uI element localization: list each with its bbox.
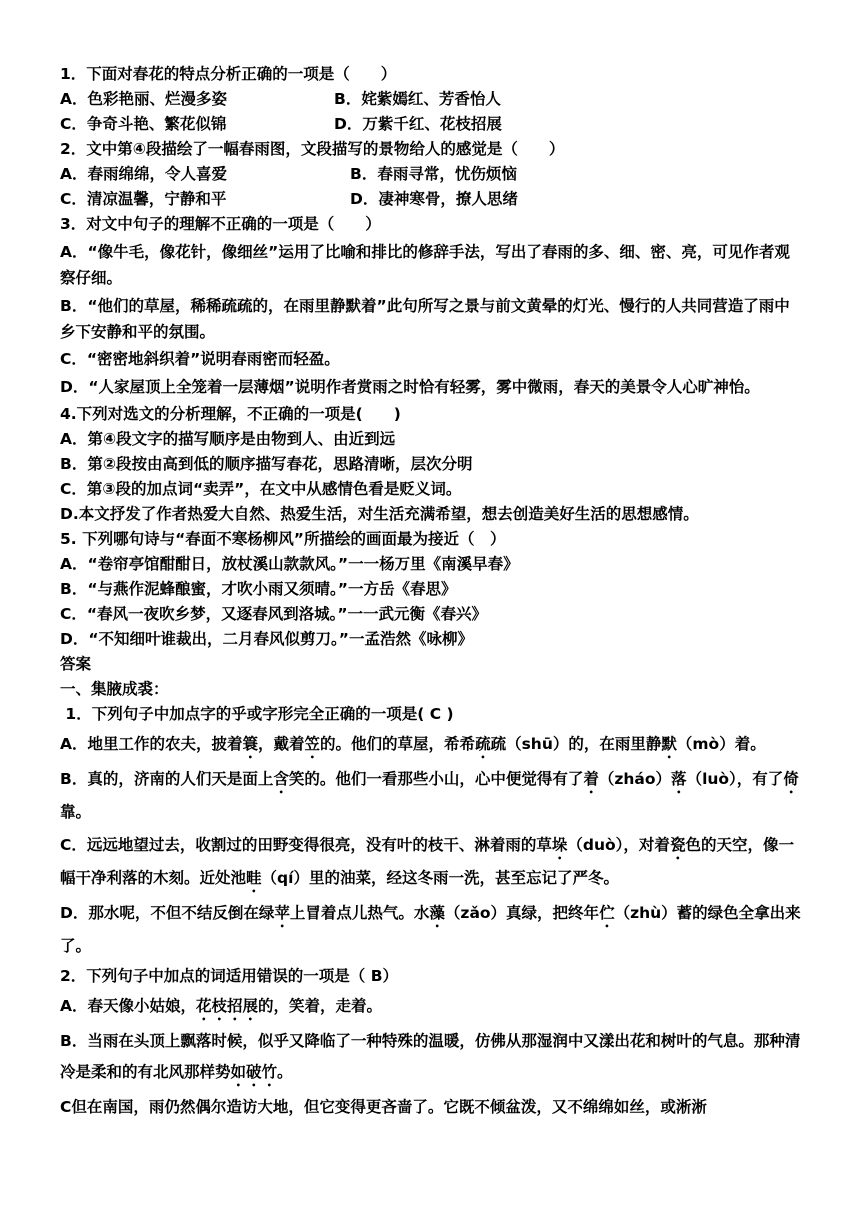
answer-2-option-b: B．当雨在头顶上飘落时候，似乎又降临了一种特殊的温暖，仿佛从那湿润中又漾出花和树叶的气息。那种清冷是柔和的有北风那样势如破竹。 (60, 1032, 801, 1081)
q1-options-row-1 (60, 87, 802, 112)
dotted-word: 如破竹 (230, 1063, 278, 1081)
q3-option-d: D．“人家屋顶上全笼着一层薄烟”说明作者赏雨之时恰有轻雾，雾中微雨，春天的美景令人心旷神怡。 (60, 378, 760, 396)
q1-option-c: C．争奇斗艳、繁花似锦 (60, 115, 227, 133)
dotted-char: 伫 (599, 904, 615, 922)
dotted-char: 落 (671, 770, 687, 788)
dotted-char: 簑 (242, 735, 259, 753)
answer-1-option-c: C．远远地望过去，收割过的田野变得很亮，没有叶的枝干、淋着雨的草垛（duò），对着瓷色的天空，像一幅干净利落的木刻。近处池畦（qí）里的油菜，经这冬雨一洗，甚至忘记了严冬。 (60, 836, 794, 887)
q1-option-a: A．色彩艳丽、烂漫多姿 (60, 90, 227, 108)
answer-1-key: C (429, 705, 442, 723)
q1-options-row-2 (60, 112, 802, 137)
q4-option-c: C．第③段的加点词“卖弄”，在文中从感情色看是贬义词。 (60, 480, 462, 498)
q2-options-row-2 (60, 187, 802, 212)
dotted-char: 苹 (274, 904, 290, 922)
dotted-char: 瓷 (669, 836, 686, 854)
q5-option-d: D．“不知细叶谁裁出，二月春风似剪刀。”一孟浩然《咏柳》 (60, 630, 473, 648)
section-one-heading: 一、集腋成裘： (60, 680, 169, 698)
q4-option-d: D.本文抒发了作者热爱大自然、热爱生活，对生活充满希望，想去创造美好生活的思想感情。 (60, 505, 699, 523)
dotted-char: 藻 (429, 904, 445, 922)
document-page (60, 62, 802, 1125)
q2-option-b: B．春雨寻常，忧伤烦恼 (350, 165, 517, 183)
q3-stem: 3．对文中句子的理解不正确的一项是（ ） (60, 215, 381, 233)
answer-2-stem-end: ） (382, 967, 399, 985)
q2-option-a: A．春雨绵绵，令人喜爱 (60, 165, 227, 183)
answer-1-stem-text: 1．下列句子中加点字的乎或字形完全正确的一项是( (65, 705, 425, 723)
q1-stem: 1．下面对春花的特点分析正确的一项是（ ） (60, 65, 397, 83)
q4-option-b: B．第②段按由高到低的顺序描写春花，思路清晰，层次分明 (60, 455, 473, 473)
q2-option-c: C．清凉温馨，宁静和平 (60, 190, 227, 208)
answer-2-key: B (370, 967, 383, 985)
answer-2-stem-text: 2．下列句子中加点的词适用错误的一项是（ (60, 967, 366, 985)
q4-stem: 4.下列对选文的分析理解，不正确的一项是( ) (60, 405, 401, 423)
dotted-char: 倚 (783, 770, 799, 788)
q2-options-row-1 (60, 162, 802, 187)
answer-1-stem-end: ) (446, 705, 454, 723)
q3-option-c: C．“密密地斜织着”说明春雨密而轻盈。 (60, 350, 340, 368)
q5-option-c: C．“春风一夜吹乡梦，又逐春风到洛城。”一一武元衡《春兴》 (60, 605, 488, 623)
answer-1-option-b: B．真的，济南的人们天是面上含笑的。他们一看那些小山，心中便觉得有了着（zháo）落（luò），有了倚靠。 (60, 770, 799, 821)
answer-1-stem (60, 702, 802, 727)
q5-option-a: A．“卷帘亭馆酣酣日，放杖溪山款款风。”一一杨万里《南溪早春》 (60, 555, 519, 573)
q5-option-b: B．“与燕作泥蜂酿蜜，才吹小雨又须晴。”一方岳《春思》 (60, 580, 457, 598)
q1-option-b: B．姹紫嫣红、芳香怡人 (334, 90, 501, 108)
dotted-char: 畦 (246, 869, 262, 887)
dotted-word: 花枝招展 (196, 997, 259, 1015)
answer-2-stem (60, 964, 802, 989)
answer-1-option-d: D．那水呢，不但不结反倒在绿苹上冒着点儿热气。水藻（zǎo）真绿，把终年伫（zhù）蓄的绿色全拿出来了。 (60, 904, 801, 955)
q3-option-a: A．“像牛毛，像花针，像细丝”运用了比喻和排比的修辞手法，写出了春雨的多、细、密、亮，可见作者观察仔细。 (60, 243, 790, 287)
answer-heading: 答案 (60, 655, 92, 673)
answer-2-option-c: C但在南国，雨仍然偶尔造访大地，但它变得更吝啬了。它既不倾盆泼，又不绵绵如丝，或淅淅 (60, 1098, 707, 1116)
q2-stem: 2．文中第④段描绘了一幅春雨图，文段描写的景物给人的感觉是（ ） (60, 140, 565, 158)
answer-1-option-a: A．地里工作的农夫，披着簑，戴着笠的。他们的草屋，希希疏疏（shū）的，在雨里静默（mò）着。 (60, 735, 766, 753)
dotted-char: 垛 (551, 836, 568, 854)
q2-option-d: D．凄神寒骨，撩人思绪 (350, 190, 518, 208)
dotted-char: 含 (273, 770, 289, 788)
dotted-char: 着 (583, 770, 599, 788)
dotted-char: 疏 (475, 735, 491, 753)
dotted-char: 笠 (304, 735, 321, 753)
q3-option-b: B．“他们的草屋，稀稀疏疏的，在雨里静默着”此句所写之景与前文黄晕的灯光、慢行的人共同营造了雨中乡下安静和平的氛围。 (60, 297, 790, 341)
q5-stem: 5. 下列哪句诗与“春面不寒杨柳风”所描绘的画面最为接近（ ） (60, 530, 506, 548)
answer-2-option-a: A．春天像小姑娘，花枝招展的，笑着，走着。 (60, 997, 383, 1015)
dotted-char: 默 (661, 735, 677, 753)
q1-option-d: D．万紫千红、花枝招展 (334, 115, 502, 133)
q4-option-a: A．第④段文字的描写顺序是由物到人、由近到远 (60, 430, 396, 448)
